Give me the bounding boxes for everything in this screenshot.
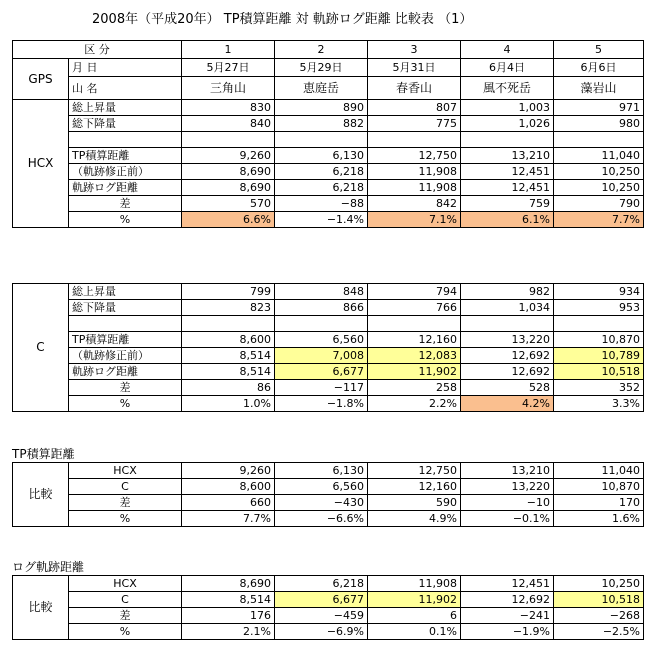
table-row (13, 284, 644, 300)
table-row (13, 380, 644, 396)
value-cell: 10,250 (554, 164, 644, 180)
value-cell: 7,008 (275, 348, 368, 364)
col-header: 2 (275, 41, 368, 59)
c-table (12, 283, 644, 412)
table-row (13, 576, 644, 592)
value-cell: 4.2% (461, 396, 554, 412)
table-row (13, 495, 644, 511)
row-label: 差 (69, 196, 182, 212)
date-cell: 6月4日 (461, 59, 554, 77)
table-row (13, 316, 644, 332)
value-cell: 1,026 (461, 116, 554, 132)
group-label: 比較 (13, 463, 69, 527)
value-cell: 799 (182, 284, 275, 300)
value-cell: −430 (275, 495, 368, 511)
group-label: 比較 (13, 576, 69, 640)
table-row (13, 196, 644, 212)
table-row (13, 511, 644, 527)
value-cell: 352 (554, 380, 644, 396)
value-cell: −0.1% (461, 511, 554, 527)
value-cell: 86 (182, 380, 275, 396)
value-cell: 823 (182, 300, 275, 316)
group-label: HCX (13, 100, 69, 228)
value-cell: 11,040 (554, 148, 644, 164)
table-row (13, 608, 644, 624)
value-cell: 10,250 (554, 576, 644, 592)
mountain-cell: 恵庭岳 (275, 77, 368, 100)
group-label: C (13, 284, 69, 412)
value-cell (182, 132, 275, 148)
value-cell: 6.6% (182, 212, 275, 228)
mountain-cell: 藻岩山 (554, 77, 644, 100)
value-cell: 12,750 (368, 148, 461, 164)
value-cell: 528 (461, 380, 554, 396)
value-cell: 1.0% (182, 396, 275, 412)
table-row (13, 180, 644, 196)
value-cell: 840 (182, 116, 275, 132)
value-cell: 13,220 (461, 479, 554, 495)
date-cell: 6月6日 (554, 59, 644, 77)
log-table (12, 575, 644, 640)
value-cell: 11,902 (368, 592, 461, 608)
row-label: 総下降量 (69, 300, 182, 316)
value-cell: 766 (368, 300, 461, 316)
value-cell: 934 (554, 284, 644, 300)
date-cell: 5月29日 (275, 59, 368, 77)
row-label: C (69, 592, 182, 608)
value-cell: 12,692 (461, 364, 554, 380)
value-cell: 8,690 (182, 164, 275, 180)
value-cell (368, 132, 461, 148)
value-cell: 12,451 (461, 180, 554, 196)
table-row (13, 116, 644, 132)
value-cell: −117 (275, 380, 368, 396)
col-header: 4 (461, 41, 554, 59)
value-cell: 11,908 (368, 180, 461, 196)
value-cell: 842 (368, 196, 461, 212)
row-label (69, 132, 182, 148)
value-cell: 9,260 (182, 463, 275, 479)
mountain-cell: 風不死岳 (461, 77, 554, 100)
value-cell: 3.3% (554, 396, 644, 412)
value-cell: 8,690 (182, 576, 275, 592)
value-cell: 590 (368, 495, 461, 511)
value-cell: 8,690 (182, 180, 275, 196)
value-cell: 660 (182, 495, 275, 511)
value-cell: 8,600 (182, 332, 275, 348)
value-cell: −459 (275, 608, 368, 624)
value-cell: 807 (368, 100, 461, 116)
value-cell: 980 (554, 116, 644, 132)
value-cell: 8,514 (182, 364, 275, 380)
value-cell: 6,218 (275, 164, 368, 180)
value-cell: 1.6% (554, 511, 644, 527)
table-row (13, 148, 644, 164)
value-cell: 12,160 (368, 479, 461, 495)
row-label: % (69, 511, 182, 527)
row-label: 差 (69, 380, 182, 396)
value-cell (275, 316, 368, 332)
value-cell (554, 316, 644, 332)
row-label (69, 316, 182, 332)
value-cell (461, 316, 554, 332)
value-cell: 12,451 (461, 164, 554, 180)
table-row (13, 364, 644, 380)
value-cell: −6.9% (275, 624, 368, 640)
table-row (13, 463, 644, 479)
value-cell: 866 (275, 300, 368, 316)
value-cell: 794 (368, 284, 461, 300)
value-cell: 1,003 (461, 100, 554, 116)
mountain-label: 山 名 (69, 77, 182, 100)
value-cell: −2.5% (554, 624, 644, 640)
row-label: 軌跡ログ距離 (69, 180, 182, 196)
value-cell: 6,130 (275, 148, 368, 164)
value-cell (554, 132, 644, 148)
value-cell: 12,692 (461, 592, 554, 608)
table-row (13, 348, 644, 364)
value-cell: 12,451 (461, 576, 554, 592)
value-cell: 10,250 (554, 180, 644, 196)
col-header: 5 (554, 41, 644, 59)
header-row-mountain (13, 77, 644, 100)
value-cell: 1,034 (461, 300, 554, 316)
row-label: HCX (69, 463, 182, 479)
row-label: （軌跡修正前） (69, 164, 182, 180)
value-cell: 11,908 (368, 164, 461, 180)
mountain-cell: 春香山 (368, 77, 461, 100)
value-cell: 8,514 (182, 592, 275, 608)
page-title: 2008年（平成20年） TP積算距離 対 軌跡ログ距離 比較表 （1） (92, 12, 473, 27)
kubun-label: 区 分 (13, 41, 182, 59)
value-cell: 790 (554, 196, 644, 212)
value-cell: 6,677 (275, 364, 368, 380)
value-cell: 848 (275, 284, 368, 300)
row-label: TP積算距離 (69, 148, 182, 164)
value-cell: 953 (554, 300, 644, 316)
date-cell: 5月31日 (368, 59, 461, 77)
value-cell: 12,692 (461, 348, 554, 364)
value-cell: 4.9% (368, 511, 461, 527)
value-cell: −6.6% (275, 511, 368, 527)
value-cell: −241 (461, 608, 554, 624)
value-cell: 170 (554, 495, 644, 511)
value-cell: 971 (554, 100, 644, 116)
value-cell: 7.7% (182, 511, 275, 527)
value-cell: 8,514 (182, 348, 275, 364)
value-cell: 10,870 (554, 479, 644, 495)
date-label: 月 日 (69, 59, 182, 77)
value-cell (368, 316, 461, 332)
value-cell: 13,210 (461, 463, 554, 479)
value-cell: 9,260 (182, 148, 275, 164)
value-cell: 10,518 (554, 364, 644, 380)
value-cell: −1.8% (275, 396, 368, 412)
row-label: % (69, 396, 182, 412)
row-label: 差 (69, 495, 182, 511)
date-cell: 5月27日 (182, 59, 275, 77)
table-row (13, 479, 644, 495)
table-row (13, 624, 644, 640)
value-cell: 11,040 (554, 463, 644, 479)
header-row-kubun (13, 41, 644, 59)
table-row (13, 212, 644, 228)
mountain-cell: 三角山 (182, 77, 275, 100)
value-cell: −1.4% (275, 212, 368, 228)
value-cell (182, 316, 275, 332)
tp-section-title: TP積算距離 (12, 447, 75, 461)
row-label: 総上昇量 (69, 100, 182, 116)
value-cell: 775 (368, 116, 461, 132)
value-cell: 8,600 (182, 479, 275, 495)
row-label: 差 (69, 608, 182, 624)
value-cell: 882 (275, 116, 368, 132)
value-cell: 12,750 (368, 463, 461, 479)
value-cell: 0.1% (368, 624, 461, 640)
value-cell: 6,218 (275, 576, 368, 592)
value-cell: 13,220 (461, 332, 554, 348)
log-section-title: ログ軌跡距離 (12, 560, 85, 574)
value-cell: 10,789 (554, 348, 644, 364)
value-cell: 6,677 (275, 592, 368, 608)
value-cell: 12,160 (368, 332, 461, 348)
value-cell (461, 132, 554, 148)
value-cell: 982 (461, 284, 554, 300)
value-cell: 176 (182, 608, 275, 624)
value-cell: 10,518 (554, 592, 644, 608)
value-cell: 11,908 (368, 576, 461, 592)
value-cell: −88 (275, 196, 368, 212)
row-label: % (69, 624, 182, 640)
row-label: （軌跡修正前） (69, 348, 182, 364)
value-cell: 258 (368, 380, 461, 396)
value-cell: −1.9% (461, 624, 554, 640)
value-cell (275, 132, 368, 148)
value-cell: 890 (275, 100, 368, 116)
table-row (13, 332, 644, 348)
hcx-table (12, 40, 644, 228)
table-row (13, 100, 644, 116)
tp-table (12, 462, 644, 527)
value-cell: 10,870 (554, 332, 644, 348)
value-cell: 11,902 (368, 364, 461, 380)
table-row (13, 396, 644, 412)
row-label: 軌跡ログ距離 (69, 364, 182, 380)
value-cell: 830 (182, 100, 275, 116)
value-cell: 6,218 (275, 180, 368, 196)
value-cell: 2.2% (368, 396, 461, 412)
header-row-date (13, 59, 644, 77)
gps-label: GPS (13, 59, 69, 100)
value-cell: 6,560 (275, 479, 368, 495)
row-label: 総上昇量 (69, 284, 182, 300)
value-cell: 7.7% (554, 212, 644, 228)
col-header: 3 (368, 41, 461, 59)
value-cell: 7.1% (368, 212, 461, 228)
row-label: 総下降量 (69, 116, 182, 132)
table-row (13, 592, 644, 608)
value-cell: 570 (182, 196, 275, 212)
table-row (13, 132, 644, 148)
value-cell: −268 (554, 608, 644, 624)
value-cell: 12,083 (368, 348, 461, 364)
row-label: C (69, 479, 182, 495)
table-row (13, 300, 644, 316)
value-cell: 6,560 (275, 332, 368, 348)
row-label: TP積算距離 (69, 332, 182, 348)
value-cell: 6 (368, 608, 461, 624)
value-cell: 6.1% (461, 212, 554, 228)
col-header: 1 (182, 41, 275, 59)
value-cell: 759 (461, 196, 554, 212)
value-cell: 6,130 (275, 463, 368, 479)
value-cell: −10 (461, 495, 554, 511)
table-row (13, 164, 644, 180)
value-cell: 13,210 (461, 148, 554, 164)
value-cell: 2.1% (182, 624, 275, 640)
row-label: % (69, 212, 182, 228)
row-label: HCX (69, 576, 182, 592)
